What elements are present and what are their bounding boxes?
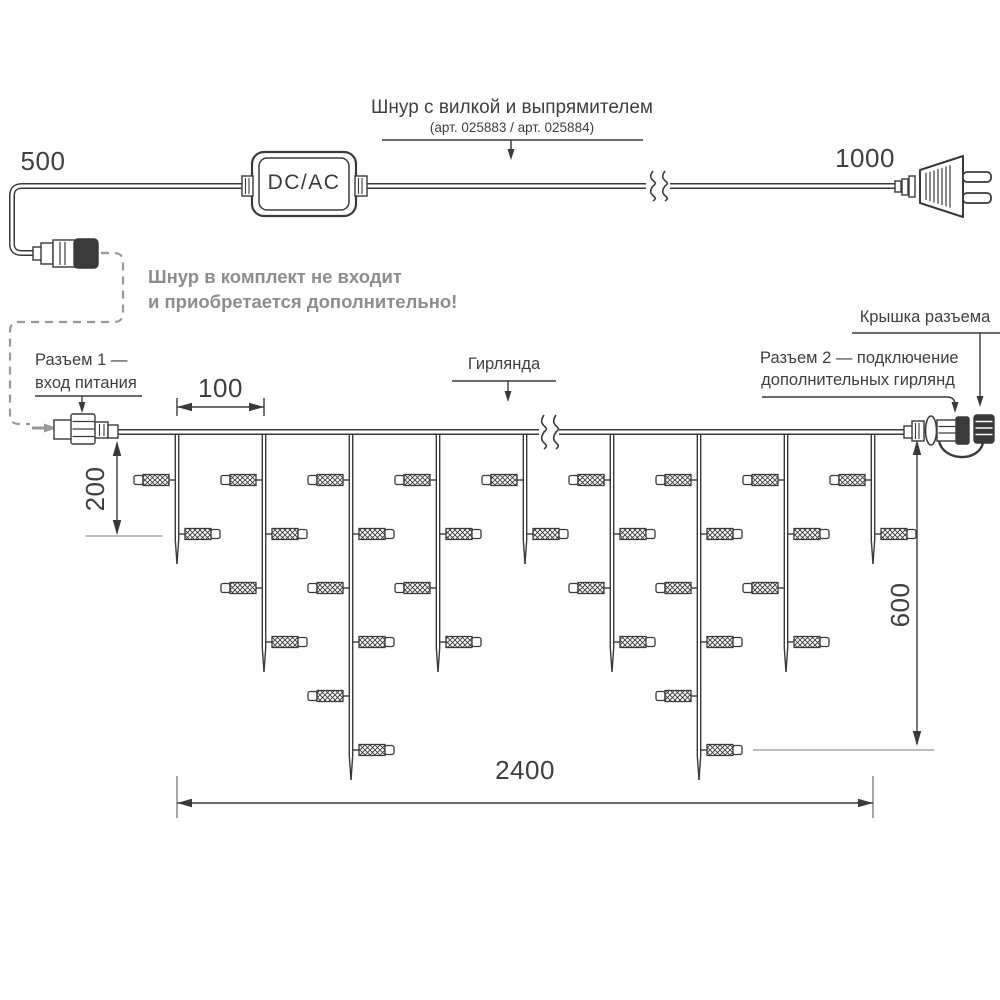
- bulb: [743, 475, 784, 486]
- cord-break-icon: [651, 171, 668, 201]
- bulb: [266, 529, 307, 540]
- bulb: [788, 529, 829, 540]
- drop-4: [395, 430, 481, 672]
- drop-9: [830, 430, 916, 564]
- bulb: [395, 583, 436, 594]
- callout-garland: Гирлянда: [467, 355, 541, 373]
- drop-2: [221, 430, 307, 672]
- drop-3: [308, 430, 394, 780]
- cord-connector: [33, 239, 98, 268]
- bulb: [875, 529, 916, 540]
- bulb: [482, 475, 523, 486]
- cord-note-line1: Шнур в комплект не входит: [148, 266, 402, 287]
- bulb: [527, 529, 568, 540]
- power-cord-assembly: [12, 186, 897, 253]
- bulb: [614, 637, 655, 648]
- callout-connector1-line2: вход питания: [35, 374, 137, 392]
- bulb: [701, 529, 742, 540]
- dim-2400-label: 2400: [495, 755, 555, 785]
- bulb: [134, 475, 175, 486]
- cord-title-leader: [382, 140, 643, 160]
- bulb: [656, 583, 697, 594]
- dim-100-label: 100: [198, 373, 243, 403]
- dim-200-label: 200: [80, 466, 111, 512]
- garland-drops: [134, 430, 916, 780]
- bulb: [440, 529, 481, 540]
- bulb: [743, 583, 784, 594]
- bulb: [353, 745, 394, 756]
- drop-7: [656, 430, 742, 780]
- drop-1: [134, 430, 220, 564]
- dim-1000-label: 1000: [835, 143, 895, 173]
- callout-connector1-line1: Разъем 1 —: [35, 351, 128, 369]
- bulb: [221, 583, 262, 594]
- bulb: [440, 637, 481, 648]
- callout-cap: Крышка разъема: [859, 308, 991, 326]
- dim-600-label: 600: [885, 582, 916, 628]
- power-plug: [895, 156, 991, 217]
- bulb: [395, 475, 436, 486]
- bulb: [353, 637, 394, 648]
- callout-connector2-line1: Разъем 2 — подключение: [760, 349, 959, 367]
- garland-break-icon: [542, 415, 559, 449]
- bulb: [353, 529, 394, 540]
- cord-subtitle: (арт. 025883 / арт. 025884): [429, 120, 595, 135]
- drop-8: [743, 430, 829, 672]
- cord-title: Шнур с вилкой и выпрямителем: [371, 97, 653, 118]
- bulb: [266, 637, 307, 648]
- drop-6: [569, 430, 655, 672]
- bulb: [179, 529, 220, 540]
- bulb: [656, 691, 697, 702]
- dim-500-label: 500: [20, 146, 66, 176]
- dc-ac-adapter-label: DC/AC: [267, 170, 341, 194]
- drop-5: [482, 430, 568, 564]
- dashed-connection-path: [10, 253, 123, 433]
- bulb: [308, 691, 349, 702]
- bulb: [221, 475, 262, 486]
- bulb: [614, 529, 655, 540]
- cord-note-line2: и приобретается дополнительно!: [148, 291, 458, 312]
- connector-cap: [974, 415, 994, 443]
- bulb: [788, 637, 829, 648]
- callout-connector2-line2: дополнительных гирлянд: [761, 371, 955, 389]
- bulb: [569, 583, 610, 594]
- bulb: [701, 637, 742, 648]
- bulb: [308, 475, 349, 486]
- bulb: [701, 745, 742, 756]
- bulb: [308, 583, 349, 594]
- bulb: [656, 475, 697, 486]
- bulb: [569, 475, 610, 486]
- bulb: [830, 475, 871, 486]
